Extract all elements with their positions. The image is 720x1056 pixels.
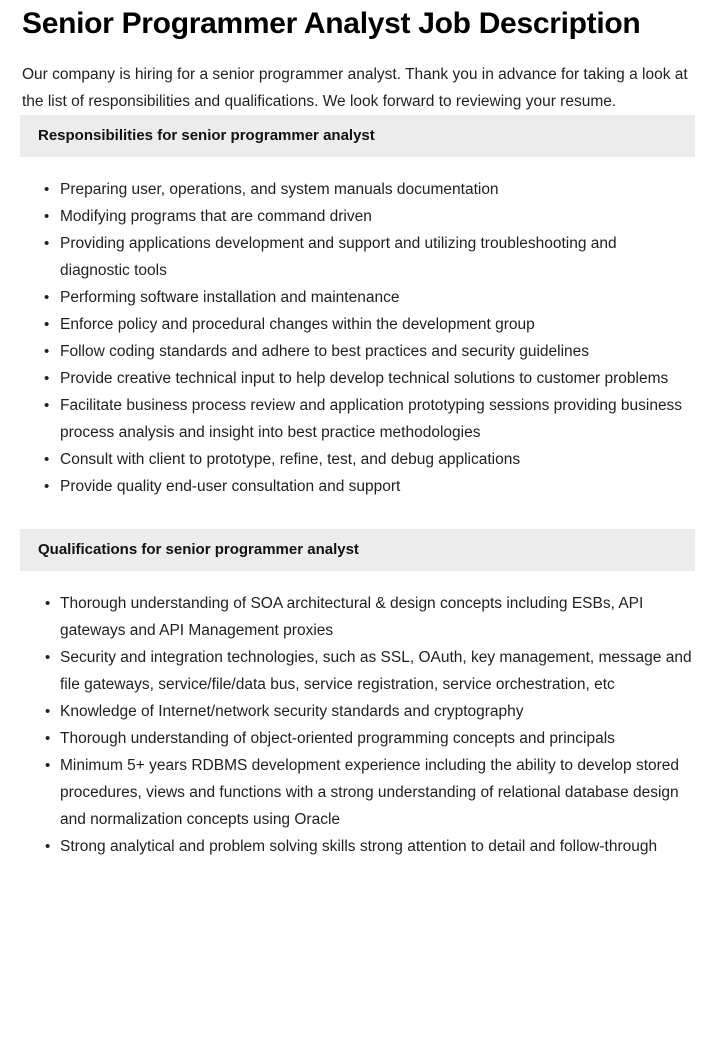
list-item: • Thorough understanding of SOA architectural & design concepts including ESBs, API gateways and API Management proxies: [0, 590, 720, 644]
section-header-responsibilities: [20, 115, 695, 157]
section-spacer: [0, 500, 720, 529]
list-item: • Security and integration technologies, such as SSL, OAuth, key management, message and file gateways, service/file/data bus, service registration, service orchestration, etc: [0, 644, 720, 698]
list-item: • Performing software installation and maintenance: [0, 284, 720, 311]
list-item: • Facilitate business process review and application prototyping sessions providing business process analysis and insight into best practice methodologies: [0, 392, 720, 446]
section-qualifications: [0, 529, 720, 860]
list-item: • Providing applications development and support and utilizing troubleshooting and diagnostic tools: [0, 230, 720, 284]
list-item: • Knowledge of Internet/network security standards and cryptography: [0, 698, 720, 725]
list-item: • Provide creative technical input to help develop technical solutions to customer problems: [0, 365, 720, 392]
list-item: • Minimum 5+ years RDBMS development experience including the ability to develop stored procedures, views and functions with a strong understanding of relational database design and normalization concepts using Oracle: [0, 752, 720, 833]
responsibilities-list: [0, 157, 720, 500]
list-item: • Enforce policy and procedural changes within the development group: [0, 311, 720, 338]
qualifications-list: [0, 571, 720, 860]
list-item: • Preparing user, operations, and system manuals documentation: [0, 176, 720, 203]
list-item: • Follow coding standards and adhere to best practices and security guidelines: [0, 338, 720, 365]
section-heading-label: Qualifications for senior programmer analyst: [38, 541, 359, 558]
section-header-qualifications: [20, 529, 695, 571]
list-item: • Provide quality end-user consultation and support: [0, 473, 720, 500]
list-item: • Modifying programs that are command driven: [0, 203, 720, 230]
list-item: • Strong analytical and problem solving skills strong attention to detail and follow-through: [0, 833, 720, 860]
list-item: • Thorough understanding of object-oriented programming concepts and principals: [0, 725, 720, 752]
list-item: • Consult with client to prototype, refine, test, and debug applications: [0, 446, 720, 473]
section-responsibilities: [0, 115, 720, 500]
section-heading-label: Responsibilities for senior programmer analyst: [38, 127, 375, 144]
page-title: Senior Programmer Analyst Job Description: [22, 7, 641, 40]
intro-paragraph: Our company is hiring for a senior programmer analyst. Thank you in advance for taking a look at the list of responsibilities and qualifications. We look forward to reviewing your resume.: [22, 66, 688, 110]
